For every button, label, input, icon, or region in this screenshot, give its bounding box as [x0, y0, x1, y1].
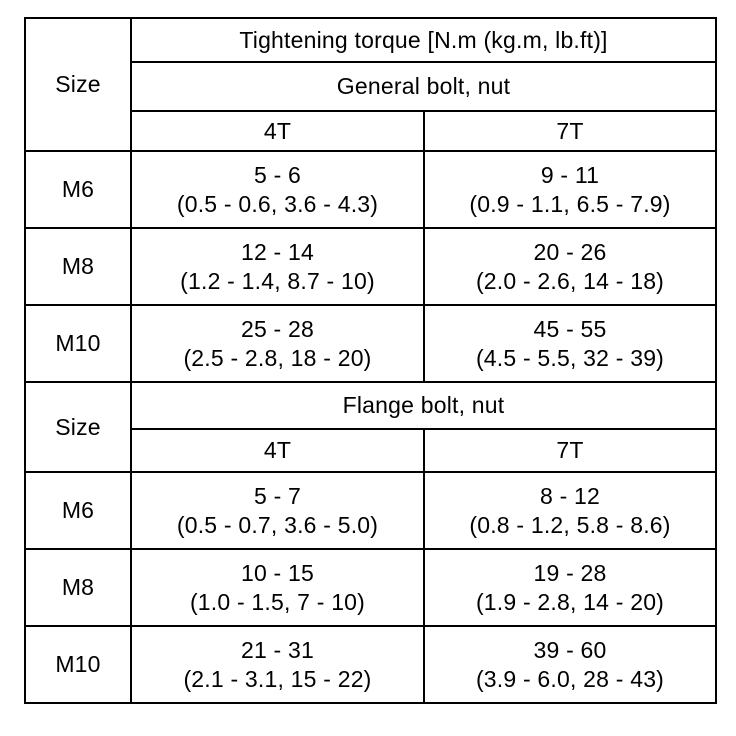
torque-nm: 10 - 15: [240, 559, 314, 586]
section-title-flange: Flange bolt, nut: [131, 382, 716, 429]
header-row-section: [25, 382, 716, 429]
size-cell: M8: [25, 549, 131, 626]
torque-nm: 25 - 28: [240, 315, 314, 342]
torque-nm: 21 - 31: [240, 636, 314, 663]
table-row: [25, 626, 716, 703]
torque-alt-units: (1.2 - 1.4, 8.7 - 10): [180, 267, 375, 294]
table-row: [25, 305, 716, 382]
torque-cell-7t: [424, 228, 716, 305]
grade-header-4t: 4T: [131, 429, 424, 472]
torque-alt-units: (0.8 - 1.2, 5.8 - 8.6): [469, 511, 671, 538]
table-row: [25, 228, 716, 305]
torque-cell-4t: [131, 549, 424, 626]
torque-cell-7t: [424, 549, 716, 626]
torque-cell-4t: [131, 305, 424, 382]
section-title-general: General bolt, nut: [131, 62, 716, 111]
torque-cell-7t: [424, 626, 716, 703]
grade-header-7t: 7T: [424, 429, 716, 472]
torque-alt-units: (0.9 - 1.1, 6.5 - 7.9): [469, 190, 671, 217]
torque-nm: 8 - 12: [540, 482, 601, 509]
torque-nm: 5 - 6: [253, 161, 302, 188]
grade-header-7t: 7T: [424, 111, 716, 151]
torque-alt-units: (4.5 - 5.5, 32 - 39): [475, 344, 665, 371]
size-cell: M8: [25, 228, 131, 305]
torque-nm: 9 - 11: [540, 161, 600, 188]
size-cell: M6: [25, 472, 131, 549]
torque-alt-units: (2.1 - 3.1, 15 - 22): [183, 665, 372, 692]
grade-header-4t: 4T: [131, 111, 424, 151]
table-row: [25, 151, 716, 228]
torque-alt-units: (1.9 - 2.8, 14 - 20): [475, 588, 665, 615]
torque-cell-4t: [131, 626, 424, 703]
size-header: Size: [25, 382, 131, 472]
size-cell: M10: [25, 305, 131, 382]
size-header: Size: [25, 18, 131, 151]
torque-alt-units: (2.5 - 2.8, 18 - 20): [183, 344, 372, 371]
torque-table: [24, 17, 717, 704]
torque-alt-units: (0.5 - 0.6, 3.6 - 4.3): [176, 190, 379, 217]
torque-nm: 5 - 7: [253, 482, 302, 509]
torque-nm: 19 - 28: [533, 559, 607, 586]
table-row: [25, 549, 716, 626]
header-row-title: [25, 18, 716, 62]
torque-cell-4t: [131, 228, 424, 305]
torque-cell-7t: [424, 305, 716, 382]
torque-alt-units: (0.5 - 0.7, 3.6 - 5.0): [176, 511, 379, 538]
size-cell: M10: [25, 626, 131, 703]
torque-cell-7t: [424, 151, 716, 228]
torque-alt-units: (1.0 - 1.5, 7 - 10): [189, 588, 366, 615]
torque-cell-4t: [131, 472, 424, 549]
torque-nm: 12 - 14: [240, 238, 314, 265]
torque-nm: 39 - 60: [533, 636, 607, 663]
torque-nm: 20 - 26: [533, 238, 607, 265]
table-row: [25, 472, 716, 549]
torque-nm: 45 - 55: [533, 315, 607, 342]
torque-title: Tightening torque [N.m (kg.m, lb.ft)]: [131, 18, 716, 62]
size-cell: M6: [25, 151, 131, 228]
torque-alt-units: (2.0 - 2.6, 14 - 18): [475, 267, 665, 294]
torque-cell-7t: [424, 472, 716, 549]
torque-cell-4t: [131, 151, 424, 228]
torque-alt-units: (3.9 - 6.0, 28 - 43): [475, 665, 665, 692]
